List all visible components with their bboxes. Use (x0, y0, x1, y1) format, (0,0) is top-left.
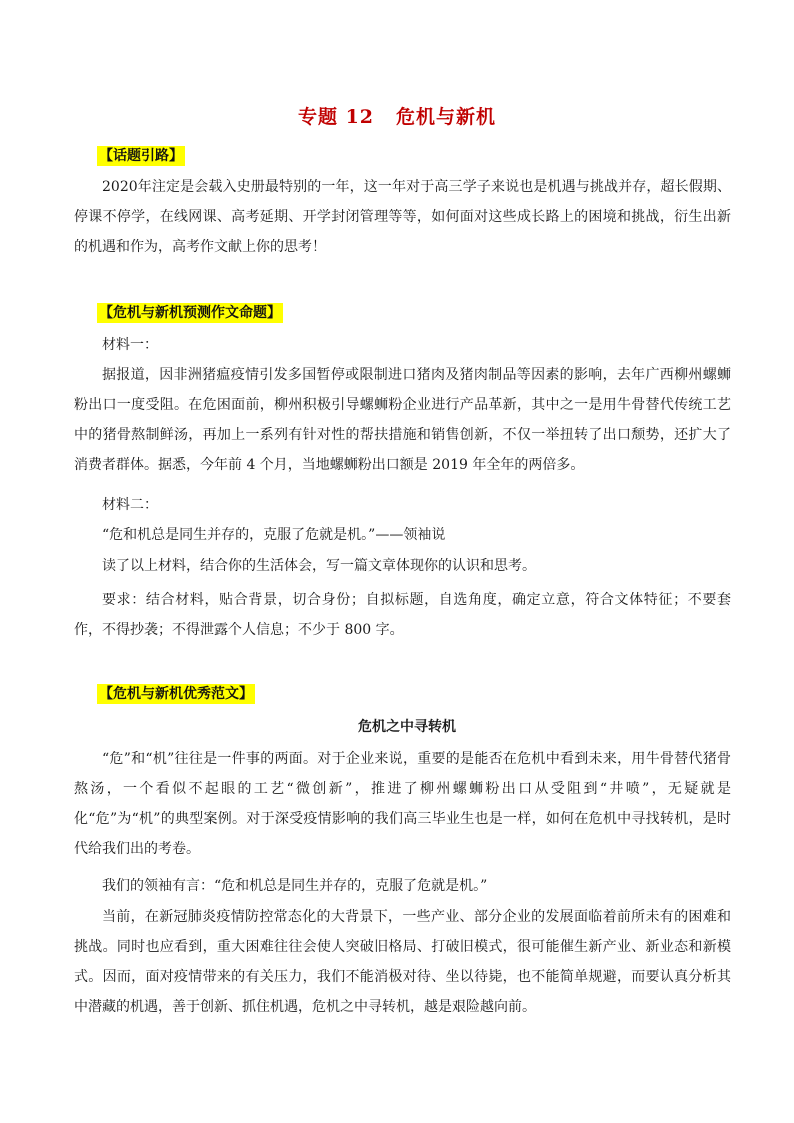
essay-title: 危机之中寻转机 (358, 719, 456, 735)
material2-label: 材料二： (102, 497, 158, 513)
title-main: 危机与新机 (396, 106, 497, 128)
material1-label: 材料一： (102, 337, 158, 353)
prompt-instruction: 读了以上材料，结合你的生活体会，写一篇文章体现你的认识和思考。 (102, 558, 536, 574)
material2-quote: “危和机总是同生并存的，克服了危就是机。”——领袖说 (102, 527, 446, 543)
intro-section-tag: 【话题引路】 (99, 148, 183, 164)
prompt-section-tag: 【危机与新机预测作文命题】 (99, 305, 281, 321)
essay-paragraph-1: “危”和“机”往往是一件事的两面。对于企业来说，重要的是能否在危机中看到未来，用牛骨替代猪骨熬汤，一个看似不起眼的工艺“微创新”，推进了柳州螺蛳粉出口从受阻到“井喷”，无疑就是化“危”为“机”的典型案例。对于深受疫情影响的我们高三毕业生也是一样，如何在危机中寻找转机，是时代给我们出的考卷。 (74, 751, 731, 857)
title-prefix: 专题 12 (297, 106, 375, 128)
essay-paragraph-3: 当前，在新冠肺炎疫情防控常态化的大背景下，一些产业、部分企业的发展面临着前所未有的困难和挑战。同时也应看到，重大困难往往会使人突破旧格局、打破旧模式，很可能催生新产业、新业态和新模式。因而，面对疫情带来的有关压力，我们不能消极对待、坐以待毙，也不能简单规避，而要认真分析其中潜藏的机遇，善于创新、抓住机遇，危机之中寻转机，越是艰险越向前。 (74, 909, 731, 1015)
material1-paragraph: 据报道，因非洲猪瘟疫情引发多国暂停或限制进口猪肉及猪肉制品等因素的影响，去年广西柳州螺蛳粉出口一度受阻。在危困面前，柳州积极引导螺蛳粉企业进行产品革新，其中之一是用牛骨替代传统工艺中的猪骨熬制鲜汤，再加上一系列有针对性的帮扶措施和销售创新，不仅一举扭转了出口颓势，还扩大了消费者群体。据悉，今年前 4 个月，当地螺蛳粉出口额是 2019 年全年的两倍多。 (74, 367, 731, 473)
prompt-requirement: 要求：结合材料，贴合背景，切合身份；自拟标题，自选角度，确定立意，符合文体特征；不要套作，不得抄袭；不得泄露个人信息；不少于 800 字。 (74, 592, 731, 638)
intro-paragraph: 2020年注定是会载入史册最特别的一年，这一年对于高三学子来说也是机遇与挑战并存，超长假期、停课不停学，在线网课、高考延期、开学封闭管理等等，如何面对这些成长路上的困境和挑战，衍生出新的机遇和作为，高考作文献上你的思考！ (74, 179, 731, 255)
essay-paragraph-2: 我们的领袖有言：“危和机总是同生并存的，克服了危就是机。” (102, 878, 488, 894)
essay-section-tag: 【危机与新机优秀范文】 (99, 686, 253, 702)
page-title (0, 102, 794, 129)
